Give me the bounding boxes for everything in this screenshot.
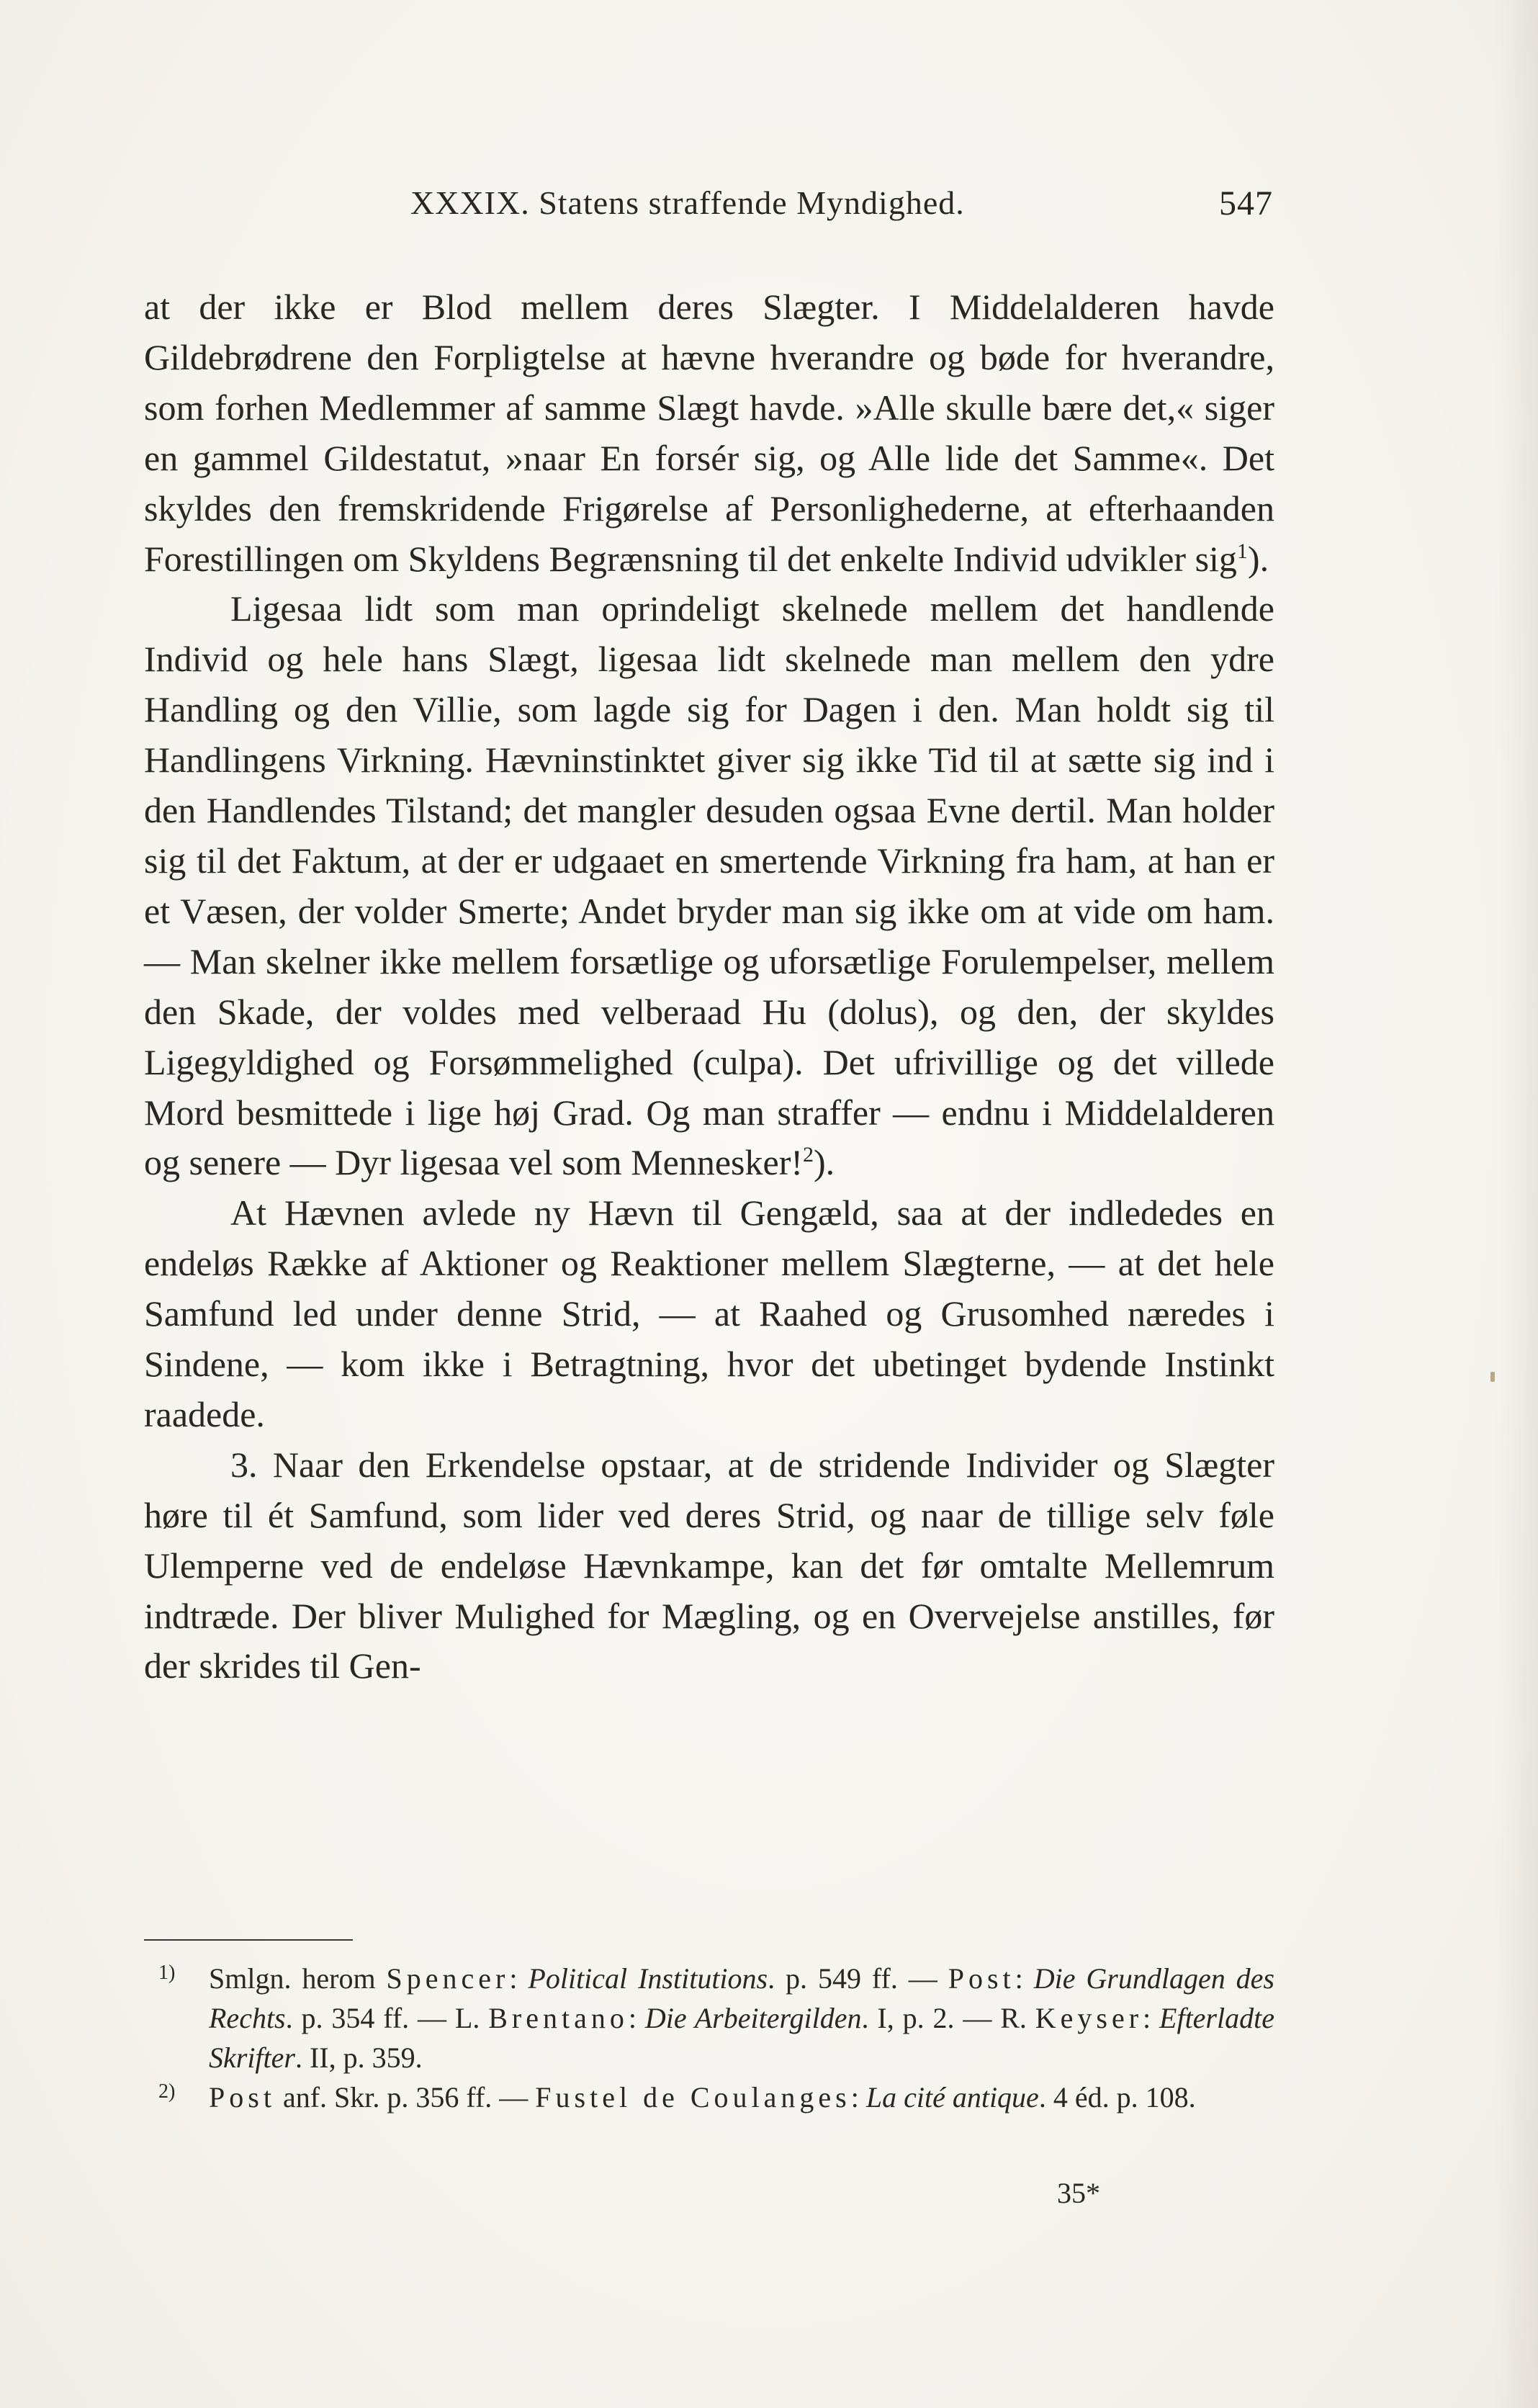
footnote-text: : [1143,2002,1160,2034]
footnote-2 [144,2077,1274,2117]
author-name: Brentano [488,2002,629,2034]
work-title: La cité antique [865,2081,1039,2113]
footnote-text: : [850,2081,866,2113]
author-name: Spencer [386,1962,510,1995]
work-title: Efterladte Skrifter [209,2002,1274,2074]
paragraph-4: 3. Naar den Erkendelse opstaar, at de stridende Individer og Slægter høre til ét Samfund, som lider ved deres Strid, og naar de tillige selv føle Ulemperne ved de endeløse Hævnkampe, kan det før omtalte Mellemrum indtræde. Der bliver Mulighed for Mægling, og en Overvejelse anstilles, før der skrides til Gen- [144,1444,1274,1686]
signature-mark: 35* [1057,2177,1100,2209]
footnote-1 [144,1959,1274,2077]
author-name: Fustel de Coulanges [535,2081,851,2113]
page-number: 547 [1219,184,1273,223]
footnote-text: : [1015,1962,1034,1995]
author-name: Post [209,2081,276,2113]
footnote-text: Smlgn. herom [209,1962,387,1995]
page-edge-shadow [1495,0,1538,2408]
margin-speck [1490,1372,1495,1382]
footnote-mark: 1) [158,1962,176,1984]
paragraph-1-text: at der ikke er Blod mellem deres Slægter. I Middelalderen havde Gildebrødrene den Forpligtelse at hævne hverandre og bøde for hverandre, som forhen Medlemmer af samme Slægt havde. »Alle skulle bære det,« siger en gammel Gildestatut, »naar En forsér sig, og Alle lide det Samme«. Det skyldes den fremskridende Frigørelse af Personlighederne, at efterhaanden Forestillingen om Skyldens Begrænsning til det enkelte Individ udvikler sig [144,287,1274,579]
footnote-text: : [628,2002,645,2034]
paragraph-2-text: Ligesaa lidt som man oprindeligt skelnede mellem det handlende Individ og hele hans Slægt, ligesaa lidt skelnede man mellem den ydre Handling og den Villie, som lagde sig for Dagen i den. Man holdt sig til Handlingens Virkning. Hævninstinktet giver sig ikke Tid til at sætte sig ind i den Handlendes Tilstand; det mangler desuden ogsaa Evne dertil. Man holder sig til det Faktum, at der er udgaaet en smertende Virkning fra ham, at han er et Væsen, der volder Smerte; Andet bryder man sig ikke om at vide om ham. — Man skelner ikke mellem forsætlige og uforsætlige Forulempelser, mellem den Skade, der voldes med velberaad Hu (dolus), og den, der skyldes Ligegyldighed og Forsømmelighed (culpa). Det ufrivillige og det villede Mord besmittede i lige høj Grad. Og man straffer — endnu i Middelalderen og senere — Dyr ligesaa vel som Mennesker! [144,588,1274,1183]
paragraph-2 [144,584,1274,1188]
work-title: Die Arbeitergilden [644,2002,862,2034]
footnote-ref-1[interactable]: 1 [1236,539,1248,563]
author-name: Post [948,1962,1015,1995]
paragraph-1-tail: ). [1247,538,1269,579]
footnote-text: : [509,1962,529,1995]
footnote-ref-2[interactable]: 2 [803,1143,814,1167]
author-name: Keyser [1035,2002,1143,2034]
paragraph-1 [144,282,1274,584]
footnote-mark: 2) [158,2080,176,2103]
work-title: Political Institutions [528,1962,768,1995]
footnote-text: . p. 354 ff. — L. [285,2002,489,2034]
running-header [144,184,1274,234]
footnote-text: . I, p. 2. — R. [861,2002,1035,2034]
body-text [144,282,1274,1692]
paragraph-3: At Hævnen avlede ny Hævn til Gengæld, saa at der indlededes en endeløs Række af Aktioner og Reaktioner mellem Slægterne, — at det hele Samfund led under denne Strid, — at Raahed og Grusomhed næredes i Sindene, — kom ikke i Betragtning, hvor det ubetinget bydende Instinkt raadede. [144,1192,1274,1434]
footnote-text: . 4 éd. p. 108. [1038,2081,1196,2113]
footnote-text: anf. Skr. p. 356 ff. — [275,2081,536,2113]
footnote-text: . p. 549 ff. — [768,1962,948,1995]
footnote-text: . II, p. 359. [294,2041,423,2074]
paragraph-2-tail: ). [814,1142,835,1183]
work-title: Die Grundlagen des Rechts [209,1962,1274,2034]
footnote-separator [144,1939,353,1941]
footnotes [144,1959,1274,2117]
running-title: XXXIX. Statens straffende Myndighed. [410,184,965,221]
